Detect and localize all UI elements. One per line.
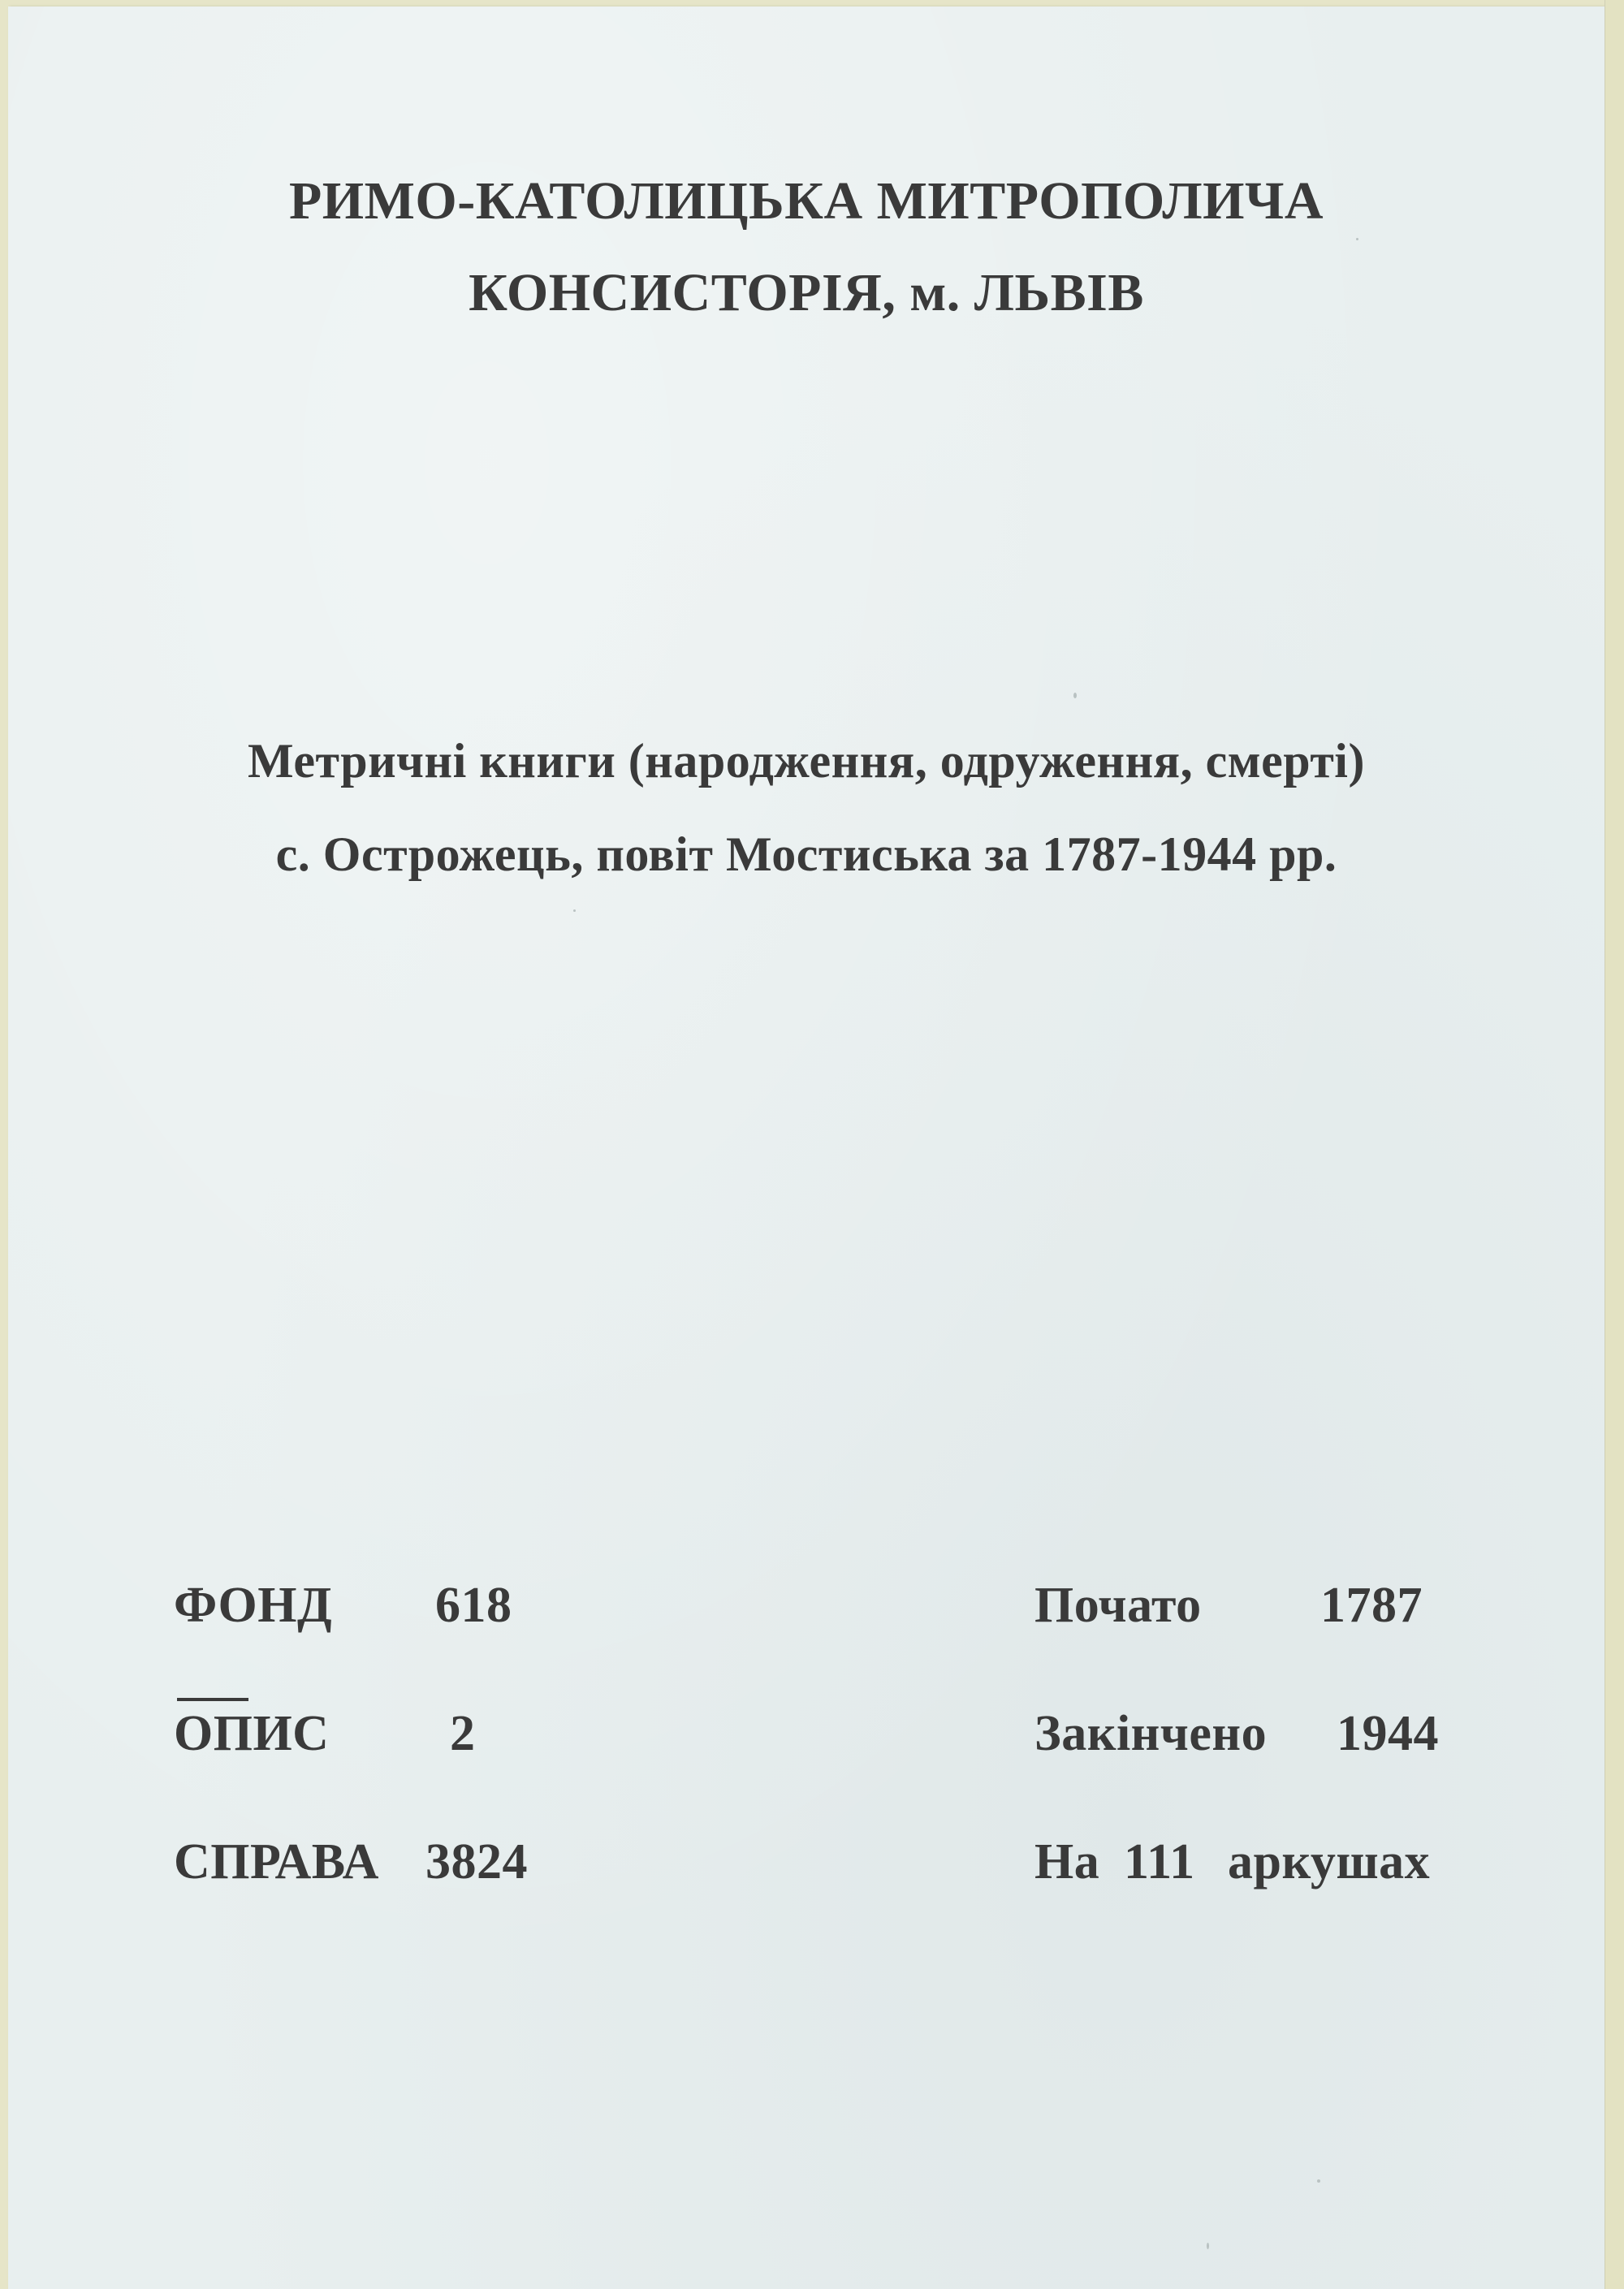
paper-speck [1073, 693, 1077, 698]
end-label: Закінчено [1034, 1706, 1268, 1761]
sheets-prefix: На [1034, 1834, 1100, 1890]
start-value: 1787 [1320, 1578, 1423, 1633]
start-label: Почато [1034, 1578, 1202, 1633]
header-line-1: РИМО-КАТОЛИЦЬКА МИТРОПОЛИЧА [288, 171, 1324, 231]
end-value: 1944 [1337, 1706, 1439, 1761]
opys-overline [177, 1698, 248, 1701]
title-line-1: Метричні книги (народження, одруження, смерті) [248, 734, 1365, 788]
sheets-count: 111 [1124, 1834, 1195, 1890]
paper-speck [1207, 2243, 1209, 2249]
paper-speck [1317, 2179, 1320, 2183]
sprava-label: СПРАВА [174, 1834, 379, 1890]
paper-speck [573, 909, 576, 912]
opys-value: 2 [450, 1706, 476, 1761]
title-line-2: с. Острожець, повіт Мостиська за 1787-1944 рр. [275, 827, 1337, 881]
paper-speck [1356, 238, 1358, 240]
document-page [8, 6, 1605, 2289]
fond-label: ФОНД [174, 1578, 333, 1633]
header-line-2: КОНСИСТОРІЯ, м. ЛЬВІВ [469, 263, 1144, 322]
sheets-suffix: аркушах [1228, 1834, 1431, 1890]
sprava-value: 3824 [425, 1834, 528, 1890]
binding-edge [1605, 0, 1624, 2289]
fond-value: 618 [435, 1578, 512, 1633]
opys-label: ОПИС [174, 1706, 330, 1761]
